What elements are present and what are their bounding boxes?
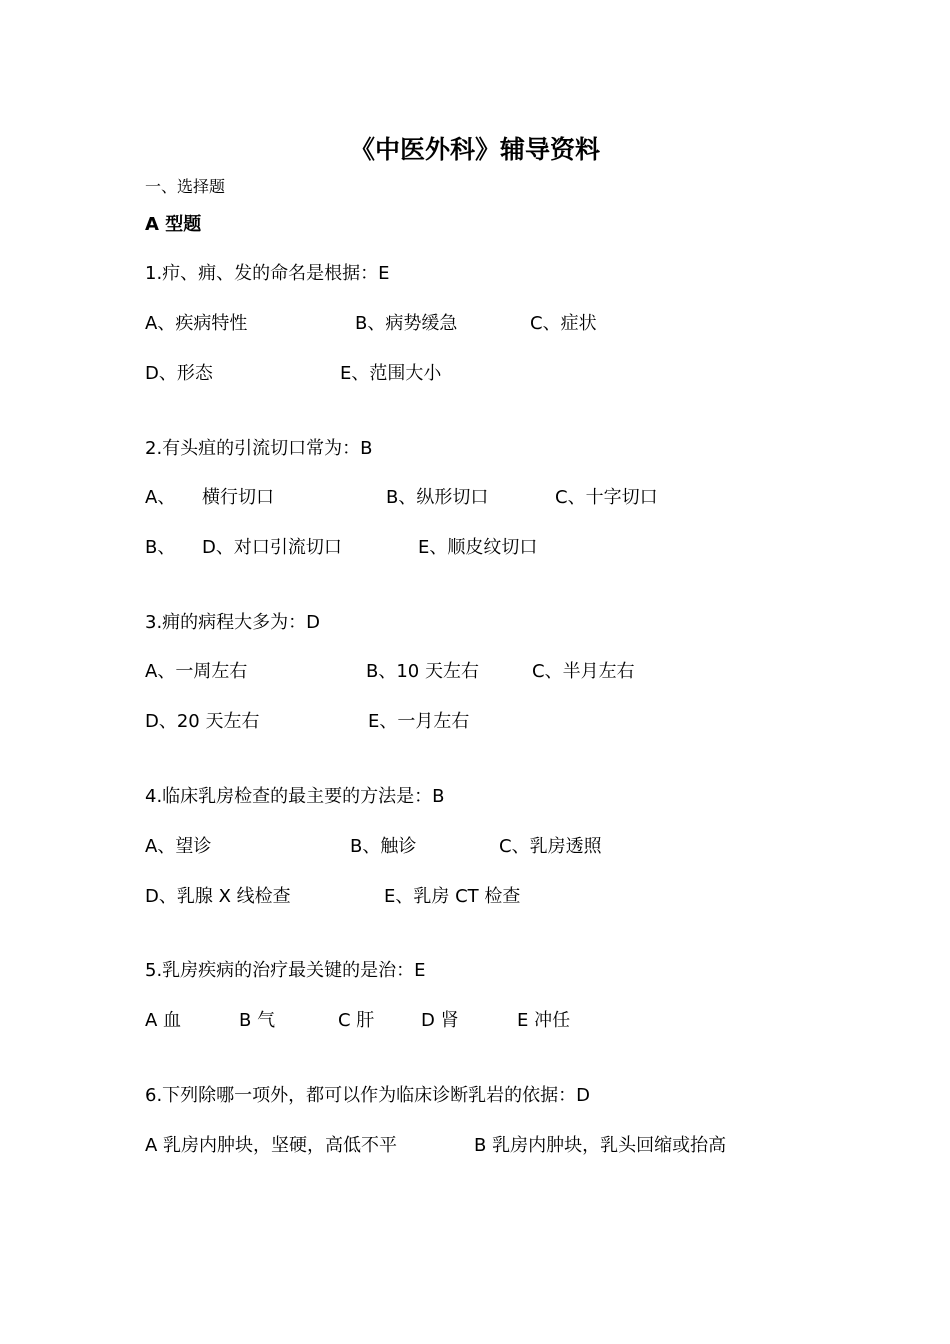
option: B、纵形切口 bbox=[386, 487, 489, 508]
option: A、望诊 bbox=[145, 836, 212, 857]
question-stem: 5.乳房疾病的治疗最关键的是治：E bbox=[145, 960, 426, 981]
option: 横行切口 bbox=[202, 487, 274, 508]
option: D、乳腺 X 线检查 bbox=[145, 886, 291, 907]
option: A、一周左右 bbox=[145, 661, 248, 682]
option: E、乳房 CT 检查 bbox=[384, 886, 521, 907]
option: C、半月左右 bbox=[532, 661, 635, 682]
option: E、一月左右 bbox=[368, 711, 470, 732]
question-stem: 2.有头疽的引流切口常为：B bbox=[145, 438, 373, 459]
option: D、对口引流切口 bbox=[202, 537, 342, 558]
option: A 血 bbox=[145, 1010, 182, 1031]
document-title: 《中医外科》辅导资料 bbox=[349, 135, 600, 164]
option: C、症状 bbox=[530, 313, 597, 334]
option: A 乳房内肿块，坚硬，高低不平 bbox=[145, 1135, 398, 1156]
question-stem: 3.痈的病程大多为：D bbox=[145, 612, 321, 633]
option: B、病势缓急 bbox=[355, 313, 458, 334]
option: A、 bbox=[145, 487, 176, 508]
option: C、十字切口 bbox=[555, 487, 658, 508]
option: A、疾病特性 bbox=[145, 313, 248, 334]
option: B 乳房内肿块，乳头回缩或抬高 bbox=[474, 1135, 727, 1156]
question-stem: 1.疖、痈、发的命名是根据：E bbox=[145, 263, 390, 284]
option: B 气 bbox=[239, 1010, 276, 1031]
option: E、范围大小 bbox=[340, 363, 442, 384]
option: B、 bbox=[145, 537, 176, 558]
subsection-heading: A 型题 bbox=[145, 214, 202, 235]
option: B、触诊 bbox=[350, 836, 417, 857]
option: D、20 天左右 bbox=[145, 711, 260, 732]
option: C、乳房透照 bbox=[499, 836, 602, 857]
option: D、形态 bbox=[145, 363, 213, 384]
option: E、顺皮纹切口 bbox=[418, 537, 538, 558]
option: D 肾 bbox=[421, 1010, 459, 1031]
question-stem: 4.临床乳房检查的最主要的方法是：B bbox=[145, 786, 445, 807]
option: E 冲任 bbox=[517, 1010, 571, 1031]
section-heading: 一、选择题 bbox=[145, 177, 226, 196]
question-stem: 6.下列除哪一项外，都可以作为临床诊断乳岩的依据：D bbox=[145, 1085, 591, 1106]
option: C 肝 bbox=[338, 1010, 375, 1031]
option: B、10 天左右 bbox=[366, 661, 479, 682]
